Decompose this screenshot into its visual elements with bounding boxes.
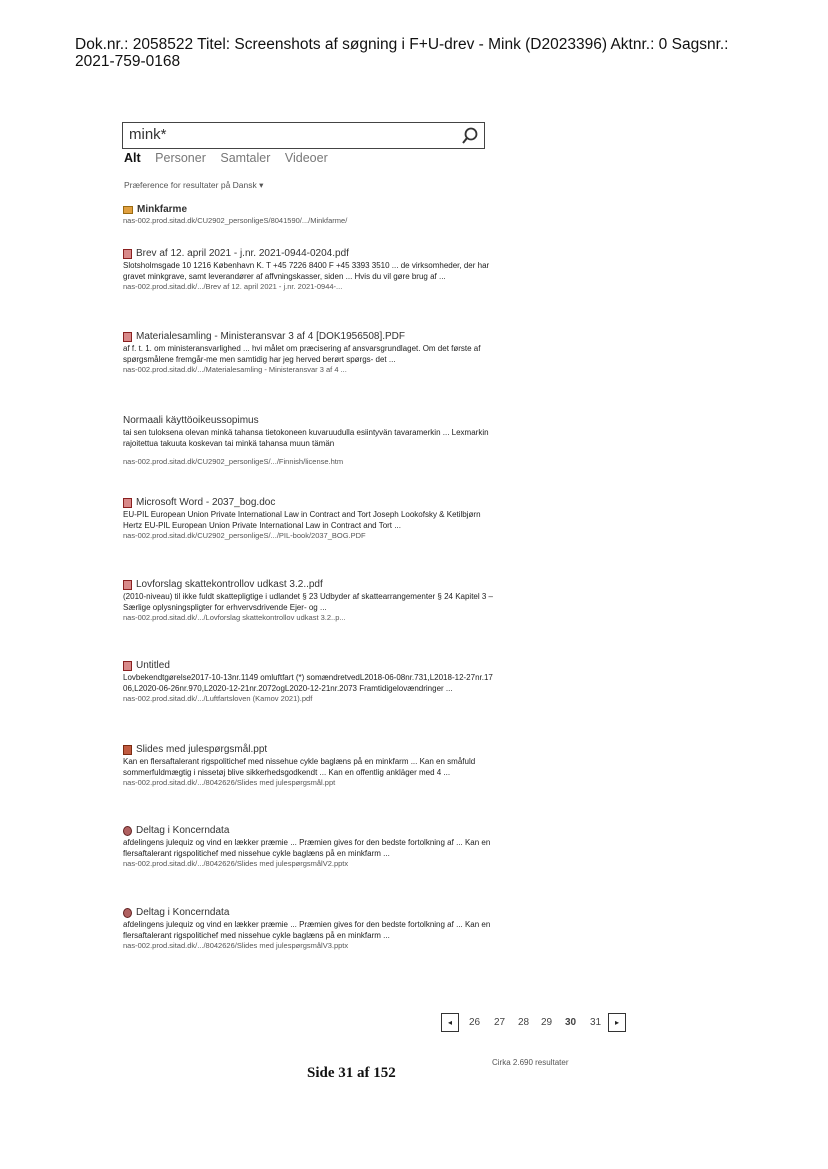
search-tabs	[124, 151, 339, 165]
search-input[interactable]	[122, 122, 485, 149]
result-snippet: Lovbekendtgørelse2017-10-13nr.1149 omluftfart (*) somændretvedL2018-06-08nr.731,L2018-12-27nr.1706,L2020-06-26nr.970,L2020-12-21nr.2072ogL2020-12-21nr.2073 Framtidigelovændringer ...	[123, 673, 493, 693]
result-url: nas-002.prod.sitad.dk/CU2902_personligeS/.../PIL-book/2037_BOG.PDF	[123, 531, 366, 540]
page-link[interactable]: 26	[469, 1017, 481, 1028]
folder-icon	[123, 206, 133, 214]
page-link[interactable]: 28	[518, 1017, 530, 1028]
result-title[interactable]: Slides med julespørgsmål.ppt	[136, 744, 268, 755]
result-title[interactable]: Minkfarme	[137, 204, 188, 215]
current-page: 30	[565, 1017, 577, 1028]
result-item	[123, 331, 495, 375]
tab-samtaler[interactable]: Samtaler	[220, 151, 271, 165]
next-page-button[interactable]	[608, 1013, 626, 1032]
result-url: nas-002.prod.sitad.dk/.../8042626/Slides med julespørgsmålV3.pptx	[123, 941, 349, 950]
result-url: nas-002.prod.sitad.dk/.../Materialesamling - Ministeransvar 3 af 4 ...	[123, 365, 347, 374]
result-title[interactable]: Materialesamling - Ministeransvar 3 af 4 [DOK1956508].PDF	[136, 331, 406, 342]
page-link[interactable]: 29	[541, 1017, 553, 1028]
globe-icon	[123, 908, 132, 918]
result-snippet: Slotsholmsgade 10 1216 København K. T +45 7226 8400 F +45 3393 3510 ... de virksomheder, der har gravet minkgrave, samt leverandører af affvningskasser, siden ... Hvis du vil gøre brug af ...	[123, 261, 490, 281]
result-item	[123, 248, 495, 292]
tab-personer[interactable]: Personer	[155, 151, 206, 165]
language-preference-label: Præference for resultater på Dansk	[124, 180, 257, 190]
pdf-icon	[123, 580, 132, 590]
ppt-icon	[123, 745, 132, 755]
result-snippet: EU-PIL European Union Private International Law in Contract and Tort Joseph Lookofsky & Ketilbjørn Hertz EU-PIL European Union Private International Law in Contract and Tort ...	[123, 510, 481, 530]
document-header-line1: Dok.nr.: 2058522 Titel: Screenshots af søgning i F+U-drev - Mink (D2023396) Aktnr.: 0 Sagsnr.:	[75, 36, 729, 53]
result-item	[123, 825, 495, 869]
result-item	[123, 907, 495, 951]
result-snippet: (2010-niveau) til ikke fuldt skattepligtige i udlandet § 23 Udbyder af skattearrangementer § 24 Kapitel 3 – Særlige oplysningspligter for erhvervsdrivende Ejer- og ...	[123, 592, 493, 612]
doc-icon	[123, 498, 132, 508]
result-item	[123, 497, 495, 541]
result-url: nas-002.prod.sitad.dk/CU2902_personligeS/.../Finnish/license.htm	[123, 457, 344, 466]
language-preference[interactable]	[124, 180, 263, 191]
result-title[interactable]: Untitled	[136, 660, 170, 671]
document-header	[75, 36, 795, 70]
chevron-left-icon: ◂	[447, 1018, 452, 1027]
result-url: nas-002.prod.sitad.dk/.../Luftfartsloven (Kamov 2021).pdf	[123, 694, 313, 703]
result-url: nas-002.prod.sitad.dk/.../Brev af 12. april 2021 - j.nr. 2021-0944-...	[123, 282, 343, 291]
document-header-line2: 2021-759-0168	[75, 53, 181, 70]
tab-videoer[interactable]: Videoer	[284, 151, 328, 165]
result-url: nas-002.prod.sitad.dk/.../8042626/Slides med julespørgsmålV2.pptx	[123, 859, 349, 868]
page-number: Side 31 af 152	[307, 1065, 396, 1081]
result-snippet: af f. t. 1. om ministeransvarlighed ... hvi målet om præcisering af ansvarsgrundlaget. Om det første af spørgsmålene fremgår-me men samtidig har jeg herved berørt spørgs- det ...	[123, 344, 481, 364]
result-snippet: tai sen tuloksena olevan minkä tahansa tietokoneen kuvaruudulla esiintyvän tavaramerkin ... Lexmarkin rajoitettua takuuta koskevan tai minkä tahansa muun tämän	[123, 428, 489, 448]
search-query: mink*	[129, 126, 167, 143]
pdf-icon	[123, 332, 132, 342]
result-item	[123, 744, 495, 788]
globe-icon	[123, 826, 132, 836]
result-item	[123, 204, 495, 226]
chevron-right-icon: ▸	[614, 1018, 619, 1027]
page-link[interactable]: 31	[590, 1017, 602, 1028]
result-snippet: afdelingens julequiz og vind en lækker præmie ... Præmien gives for den bedste fortolkning af ... Kan en flersaftalerant rigspolitichef med nissehue cykle baglæns på en minkfarm ...	[123, 920, 491, 940]
result-item	[123, 579, 495, 623]
pdf-icon	[123, 661, 132, 671]
previous-page-button[interactable]	[441, 1013, 459, 1032]
result-item	[123, 415, 495, 467]
result-title[interactable]: Deltag i Koncerndata	[136, 907, 230, 918]
result-item	[123, 660, 495, 704]
pdf-icon	[123, 249, 132, 259]
result-title[interactable]: Deltag i Koncerndata	[136, 825, 230, 836]
tab-alt[interactable]: Alt	[124, 151, 141, 165]
result-snippet: afdelingens julequiz og vind en lækker præmie ... Præmien gives for den bedste fortolkning af ... Kan en flersaftalerant rigspolitichef med nissehue cykle baglæns på en minkfarm ...	[123, 838, 491, 858]
result-count: Cirka 2.690 resultater	[492, 1058, 569, 1067]
result-title[interactable]: Brev af 12. april 2021 - j.nr. 2021-0944-0204.pdf	[136, 248, 349, 259]
result-title[interactable]: Normaali käyttöoikeussopimus	[123, 415, 259, 426]
result-url: nas-002.prod.sitad.dk/.../8042626/Slides med julespørgsmål.ppt	[123, 778, 336, 787]
result-title[interactable]: Lovforslag skattekontrollov udkast 3.2..pdf	[136, 579, 323, 590]
search-icon[interactable]	[460, 126, 480, 146]
result-snippet: Kan en flersaftalerant rigspolitichef med nissehue cykle baglæns på en minkfarm ... Kan en småfuld sommerfuldmægtig i nissetøj blive sikkerhedsgodkendt ... Kan en offentlig ankläger med 4 ...	[123, 757, 476, 777]
result-title[interactable]: Microsoft Word - 2037_bog.doc	[136, 497, 276, 508]
result-url: nas-002.prod.sitad.dk/CU2902_personligeS/8041590/.../Minkfarme/	[123, 216, 348, 225]
page-link[interactable]: 27	[494, 1017, 506, 1028]
result-url: nas-002.prod.sitad.dk/.../Lovforslag skattekontrollov udkast 3.2..p...	[123, 613, 346, 622]
chevron-down-icon[interactable]: ▾	[259, 180, 264, 190]
